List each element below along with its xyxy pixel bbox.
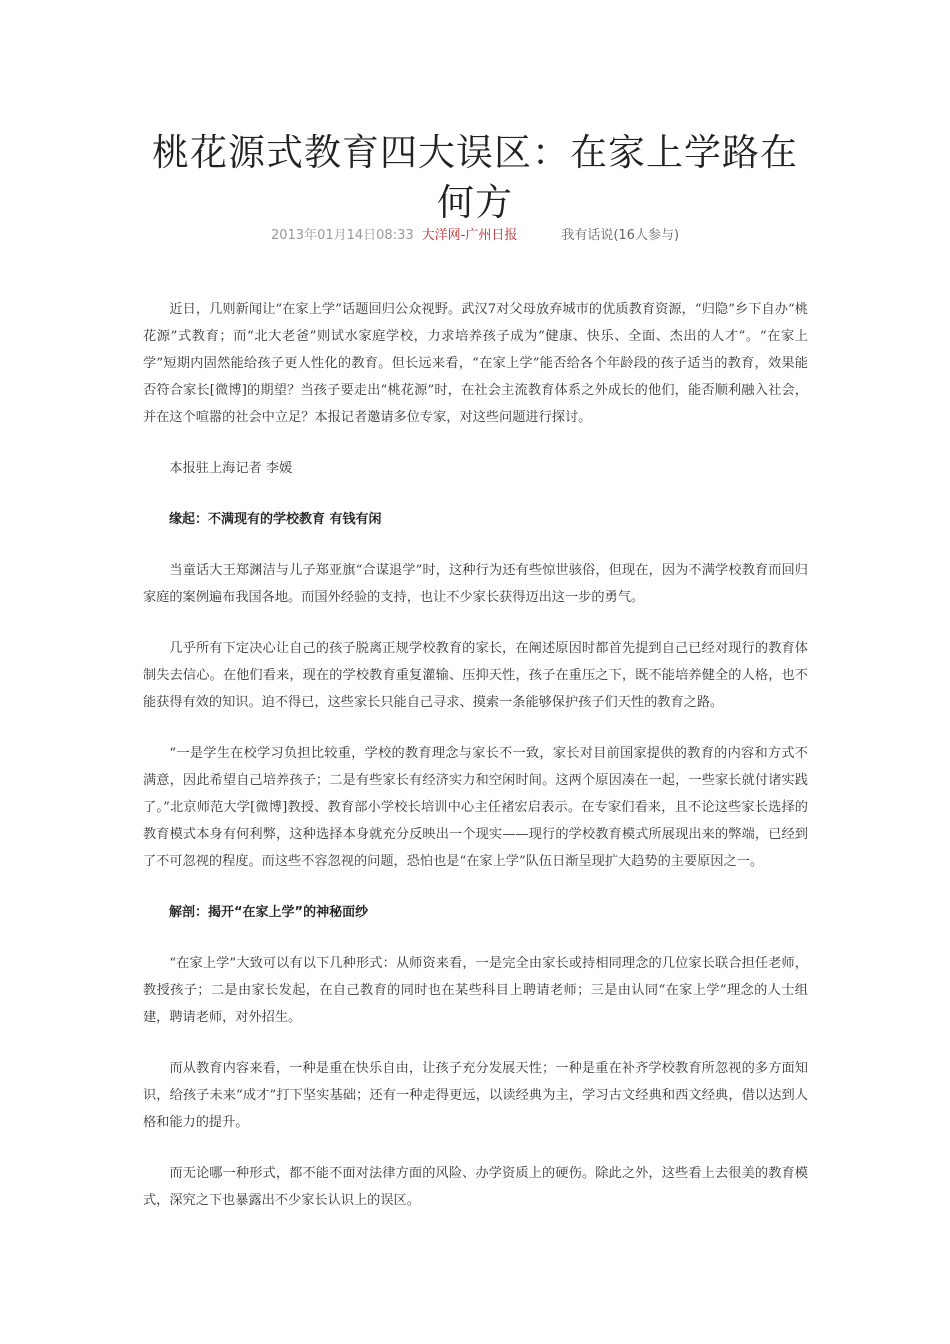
intro-paragraph: 近日，几则新闻让“在家上学”话题回归公众视野。武汉7对父母放弃城市的优质教育资源，“归隐”乡下自办“桃花源”式教育；而“北大老爸”则试水家庭学校，力求培养孩子成为“健康、快乐、全面、杰出的人才”。“在家上学”短期内固然能给孩子更人性化的教育。但长远来看，“在家上学”能否给各个年龄段的孩子适当的教育，效果能否符合家长[微博]的期望？当孩子要走出“桃花源”时，在社会主流教育体系之外成长的他们，能否顺利融入社会，并在这个喧嚣的社会中立足？本报记者邀请多位专家，对这些问题进行探讨。 — [143, 302, 808, 425]
section-heading-origin: 缘起：不满现有的学校教育 有钱有闲 — [169, 512, 382, 527]
source-link[interactable]: 大洋网-广州日报 — [421, 228, 518, 243]
publish-date: 2013年01月14日08:33 — [270, 228, 414, 243]
article-meta — [140, 226, 810, 246]
byline: 本报驻上海记者 李媛 — [169, 461, 293, 476]
body-paragraph: 当童话大王郑渊洁与儿子郑亚旗“合谋退学”时，这种行为还有些惊世骇俗，但现在，因为不满学校教育而回归家庭的案例遍布我国各地。而国外经验的支持，也让不少家长获得迈出这一步的勇气。 — [143, 563, 808, 605]
body-paragraph: 而从教育内容来看，一种是重在快乐自由，让孩子充分发展天性；一种是重在补齐学校教育所忽视的多方面知识，给孩子未来“成才”打下坚实基础；还有一种走得更远，以读经典为主，学习古文经典和西文经典，借以达到人格和能力的提升。 — [143, 1061, 808, 1130]
article-title: 桃花源式教育四大误区：在家上学路在何方 — [152, 131, 798, 224]
body-paragraph: “一是学生在校学习负担比较重，学校的教育理念与家长不一致，家长对目前国家提供的教育的内容和方式不满意，因此希望自己培养孩子；二是有些家长有经济实力和空闲时间。这两个原因凑在一起，一些家长就付诸实践了。”北京师范大学[微博]教授、教育部小学校长培训中心主任褚宏启表示。在专家们看来，且不论这些家长选择的教育模式本身有何利弊，这种选择本身就充分反映出一个现实——现行的学校教育模式所展现出来的弊端，已经到了不可忽视的程度。而这些不容忽视的问题，恐怕也是“在家上学”队伍日渐呈现扩大趋势的主要原因之一。 — [143, 746, 808, 869]
body-paragraph: 几乎所有下定决心让自己的孩子脱离正规学校教育的家长，在阐述原因时都首先提到自己已经对现行的教育体制失去信心。在他们看来，现在的学校教育重复灌输、压抑天性，孩子在重压之下，既不能培养健全的人格，也不能获得有效的知识。迫不得已，这些家长只能自己寻求、摸索一条能够保护孩子们天性的教育之路。 — [143, 641, 808, 710]
body-paragraph: “在家上学”大致可以有以下几种形式：从师资来看，一是完全由家长或持相同理念的几位家长联合担任老师，教授孩子；二是由家长发起，在自己教育的同时也在某些科目上聘请老师；三是由认同“在家上学”理念的人士组建，聘请老师，对外招生。 — [143, 956, 808, 1025]
body-paragraph: 而无论哪一种形式，都不能不面对法律方面的风险、办学资质上的硬伤。除此之外，这些看上去很美的教育模式，深究之下也暴露出不少家长认识上的误区。 — [143, 1166, 808, 1208]
article-body — [143, 296, 808, 1238]
comment-link[interactable]: 我有话说(16人参与) — [561, 228, 680, 243]
section-heading-analysis: 解剖：揭开“在家上学”的神秘面纱 — [169, 905, 369, 920]
